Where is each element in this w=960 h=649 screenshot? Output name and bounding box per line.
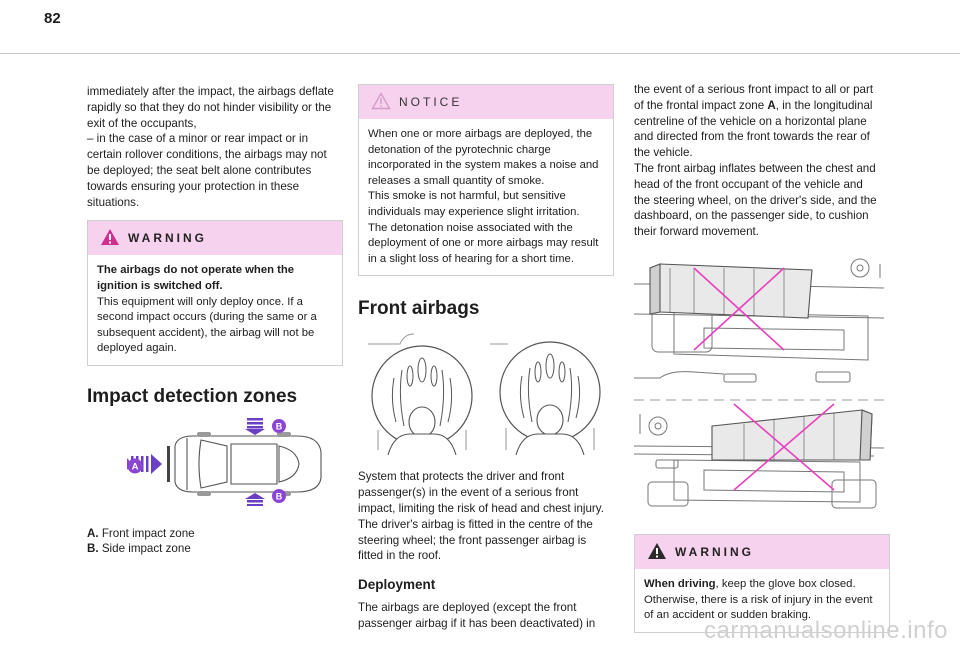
notice-line: This smoke is not harmful, but sensitive	[368, 190, 566, 203]
text-line: centreline of the vehicle on a horizontal plane	[634, 114, 867, 128]
warning-triangle-icon	[100, 228, 120, 251]
text-line: the event of a serious front impact to all or part	[634, 83, 874, 96]
notice-header	[359, 85, 613, 119]
warning-header	[88, 221, 342, 255]
notice-line: releases a small quantity of smoke.	[368, 174, 545, 187]
warning-bold-line: ignition is switched off.	[97, 279, 223, 292]
text-line: be deployed; the seat belt alone contributes	[87, 163, 312, 177]
warning-header-2	[635, 535, 889, 569]
text-line: passenger airbag if it has been deactivated) in	[358, 616, 596, 630]
deployment-heading: Deployment	[358, 577, 436, 593]
notice-line: deployment of one or more airbags may result	[368, 237, 599, 250]
warning-line: subsequent accident), the airbag will not be	[97, 326, 315, 339]
warning-bold-line: The airbags do not operate when the	[97, 264, 295, 277]
text-line: the vehicle.	[634, 146, 693, 160]
impact-zones-legend	[87, 526, 343, 557]
text-line: System that protects the driver and front	[358, 470, 565, 484]
dashboard-airbag-figure	[634, 254, 890, 518]
column-1	[87, 84, 343, 557]
notice-line: detonation of the pyrotechnic charge	[368, 143, 551, 156]
text-line: steering wheel; the front passenger airbag is	[358, 533, 587, 547]
text-line: situations.	[87, 195, 140, 209]
text-line: impact, limiting the risk of head and chest injury.	[358, 501, 604, 515]
airbag-occupants-illustration	[358, 330, 614, 455]
warning-line: When driving, keep the glove box closed.	[644, 577, 856, 590]
label-a-badge	[125, 456, 145, 476]
text-line: towards ensuring your protection in these	[87, 179, 300, 193]
text-line: exit of the occupants,	[87, 116, 197, 130]
car-topview-illustration	[127, 416, 337, 506]
notice-line: When one or more airbags are deployed, the	[368, 128, 593, 140]
legend-item: A. Front impact zone	[87, 526, 195, 540]
deployment-continued	[634, 82, 890, 240]
warning-box	[87, 220, 343, 366]
front-airbags-heading: Front airbags	[358, 298, 480, 320]
legend-item: B. Side impact zone	[87, 542, 191, 556]
front-airbags-figure	[358, 330, 614, 455]
notice-box	[358, 84, 614, 276]
text-line: of the frontal impact zone A, in the longitudinal	[634, 98, 873, 112]
label-a: A	[131, 461, 139, 473]
text-line: immediately after the impact, the airbags deflate	[87, 85, 334, 98]
text-line: head of the front occupant of the vehicle and	[634, 177, 863, 191]
notice-line: incorporated in the system makes a noise and	[368, 159, 599, 172]
column-2	[358, 84, 614, 632]
warning-line: second impact occurs (during the same or a	[97, 311, 317, 324]
text-line: and directed from the front towards the rear of	[634, 130, 870, 144]
text-line: passenger(s) in the event of a serious front	[358, 486, 579, 500]
notice-line: in a slight loss of hearing for a short time.	[368, 252, 574, 265]
notice-line: individuals may experience slight irritation.	[368, 205, 580, 218]
label-b-bottom: B	[275, 491, 283, 502]
page-number: 82	[44, 10, 61, 27]
notice-body	[359, 119, 613, 275]
warning-line: of an accident or sudden braking.	[644, 609, 812, 622]
text-line: The driver's airbag is fitted in the centre of the	[358, 517, 593, 531]
text-line: rapidly so that they do not hinder visibility or the	[87, 100, 332, 114]
warning-triangle-icon	[647, 542, 667, 565]
warning-line: deployed again.	[97, 342, 177, 355]
text-line: certain rollover conditions, the airbags may not	[87, 148, 327, 162]
text-line: fitted in the roof.	[358, 549, 442, 563]
text-line: The airbags are deployed (except the front	[358, 601, 577, 615]
label-b-top: B	[275, 421, 283, 432]
warning-body	[88, 255, 342, 365]
text-line: The front airbag inflates between the chest and	[634, 161, 876, 175]
column-3	[634, 82, 890, 633]
warning-label: WARNING	[128, 231, 207, 246]
warning-line: Otherwise, there is a risk of injury in the event	[644, 593, 873, 606]
impact-zones-figure	[87, 416, 343, 502]
text-line: the steering wheel, on the driver's side, and the	[634, 193, 877, 207]
notice-triangle-icon	[371, 92, 391, 115]
watermark: carmanualsonline.info	[704, 617, 948, 644]
notice-label: NOTICE	[399, 95, 463, 109]
text-line: dashboard, on the passenger side, to cushion	[634, 209, 869, 223]
intro-text	[87, 84, 343, 210]
front-airbags-body	[358, 469, 614, 564]
dashboard-airbag-illustration	[634, 254, 890, 518]
notice-line: The detonation noise associated with the	[368, 221, 573, 234]
warning-line: This equipment will only deploy once. If a	[97, 295, 303, 308]
impact-zones-heading: Impact detection zones	[87, 385, 298, 407]
header-rule	[0, 53, 960, 54]
deployment-body	[358, 600, 614, 632]
text-line: their forward movement.	[634, 225, 760, 239]
warning-label-2: WARNING	[675, 544, 754, 559]
text-line: – in the case of a minor or rear impact or in	[87, 132, 309, 146]
